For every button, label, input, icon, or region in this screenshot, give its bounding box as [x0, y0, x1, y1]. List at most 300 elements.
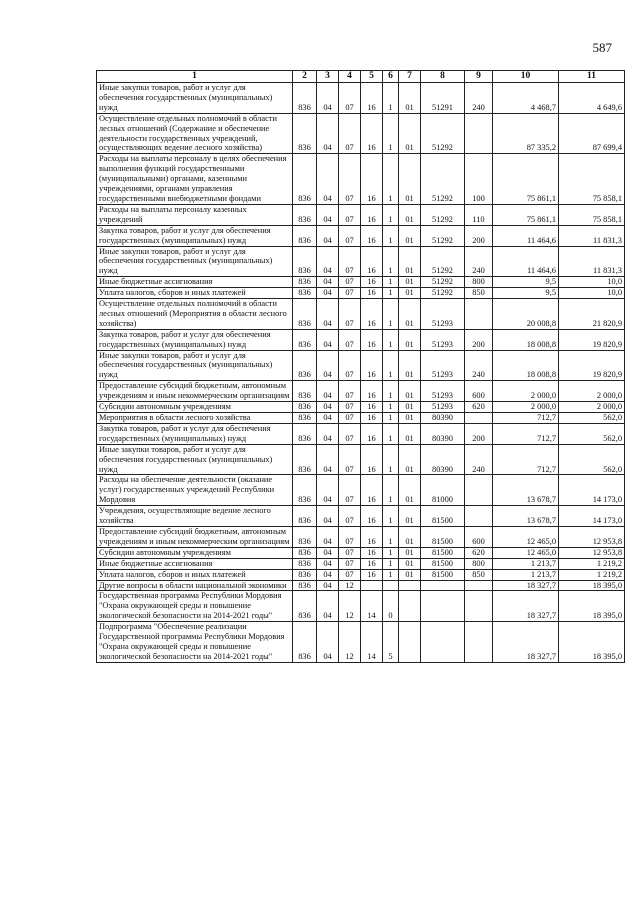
expense-type-cell [465, 413, 493, 424]
item-name-cell: Уплата налогов, сборов и иных платежей [97, 569, 293, 580]
column-header: 8 [421, 71, 465, 83]
amount-year2-cell: 87 699,4 [559, 113, 625, 154]
subprogram-cell: 0 [383, 591, 399, 622]
subsection-cell: 07 [339, 329, 361, 350]
subprogram-cell: 1 [383, 569, 399, 580]
subprogram-cell: 1 [383, 547, 399, 558]
program-cell: 16 [361, 381, 383, 402]
subsection-cell: 07 [339, 444, 361, 475]
amount-year1-cell: 1 213,7 [493, 569, 559, 580]
amount-year1-cell: 12 465,0 [493, 526, 559, 547]
expense-type-cell [465, 506, 493, 527]
table-row [97, 288, 625, 299]
activity-cell: 01 [399, 154, 421, 205]
ministry-code-cell: 836 [293, 83, 317, 114]
table-row [97, 580, 625, 591]
activity-cell: 01 [399, 413, 421, 424]
subsection-cell: 12 [339, 622, 361, 663]
program-cell: 16 [361, 246, 383, 277]
program-cell: 16 [361, 423, 383, 444]
activity-cell [399, 580, 421, 591]
expense-type-cell: 600 [465, 526, 493, 547]
subsection-cell: 07 [339, 288, 361, 299]
amount-year2-cell: 14 173,0 [559, 506, 625, 527]
amount-year1-cell: 18 008,8 [493, 329, 559, 350]
subprogram-cell: 1 [383, 444, 399, 475]
program-cell: 16 [361, 225, 383, 246]
table-row [97, 526, 625, 547]
table-body [97, 83, 625, 663]
subsection-cell: 07 [339, 277, 361, 288]
direction-cell [421, 591, 465, 622]
activity-cell: 01 [399, 246, 421, 277]
table-row [97, 381, 625, 402]
section-cell: 04 [317, 558, 339, 569]
direction-cell: 81000 [421, 475, 465, 506]
amount-year2-cell: 75 858,1 [559, 204, 625, 225]
direction-cell: 51292 [421, 113, 465, 154]
subprogram-cell: 1 [383, 350, 399, 381]
table-row [97, 83, 625, 114]
column-header: 9 [465, 71, 493, 83]
subprogram-cell: 1 [383, 288, 399, 299]
page-number: 587 [592, 40, 612, 55]
subprogram-cell: 1 [383, 113, 399, 154]
item-name-cell: Подпрограмма "Обеспечение реализации Государственной программы Республики Мордовия "Охрана окружающей среды и повышение экологической безопасности на 2014-2021 годы" [97, 622, 293, 663]
activity-cell: 01 [399, 277, 421, 288]
column-header: 6 [383, 71, 399, 83]
activity-cell [399, 622, 421, 663]
ministry-code-cell: 836 [293, 475, 317, 506]
program-cell: 16 [361, 113, 383, 154]
item-name-cell: Иные закупки товаров, работ и услуг для обеспечения государственных (муниципальных) нужд [97, 83, 293, 114]
subsection-cell: 07 [339, 526, 361, 547]
section-cell: 04 [317, 154, 339, 205]
table-row [97, 350, 625, 381]
section-cell: 04 [317, 246, 339, 277]
amount-year2-cell: 562,0 [559, 413, 625, 424]
direction-cell: 51292 [421, 277, 465, 288]
amount-year1-cell: 712,7 [493, 413, 559, 424]
column-header: 7 [399, 71, 421, 83]
subsection-cell: 07 [339, 154, 361, 205]
program-cell: 16 [361, 526, 383, 547]
expense-type-cell: 800 [465, 277, 493, 288]
amount-year1-cell: 75 861,1 [493, 154, 559, 205]
activity-cell: 01 [399, 526, 421, 547]
program-cell: 16 [361, 506, 383, 527]
budget-table [96, 70, 625, 663]
table-row [97, 204, 625, 225]
amount-year2-cell: 18 395,0 [559, 580, 625, 591]
direction-cell: 51293 [421, 329, 465, 350]
program-cell: 16 [361, 402, 383, 413]
item-name-cell: Государственная программа Республики Мордовия "Охрана окружающей среды и повышение экологической безопасности на 2014-2021 годы" [97, 591, 293, 622]
amount-year2-cell: 19 820,9 [559, 350, 625, 381]
section-cell: 04 [317, 591, 339, 622]
amount-year2-cell: 2 000,0 [559, 381, 625, 402]
table-row [97, 154, 625, 205]
amount-year1-cell: 712,7 [493, 423, 559, 444]
direction-cell: 51293 [421, 381, 465, 402]
subprogram-cell: 1 [383, 329, 399, 350]
subsection-cell: 07 [339, 558, 361, 569]
amount-year1-cell: 9,5 [493, 288, 559, 299]
subprogram-cell: 1 [383, 402, 399, 413]
amount-year2-cell: 1 219,2 [559, 569, 625, 580]
subprogram-cell: 1 [383, 83, 399, 114]
item-name-cell: Предоставление субсидий бюджетным, автономным учреждениям и иным некоммерческим организациям [97, 526, 293, 547]
activity-cell: 01 [399, 225, 421, 246]
activity-cell: 01 [399, 288, 421, 299]
expense-type-cell: 100 [465, 154, 493, 205]
item-name-cell: Расходы на обеспечение деятельности (оказание услуг) государственных учреждений Республики Мордовия [97, 475, 293, 506]
direction-cell: 51293 [421, 350, 465, 381]
program-cell: 16 [361, 547, 383, 558]
program-cell: 16 [361, 444, 383, 475]
table-row [97, 329, 625, 350]
ministry-code-cell: 836 [293, 299, 317, 330]
expense-type-cell [465, 622, 493, 663]
section-cell: 04 [317, 506, 339, 527]
header-row [97, 71, 625, 83]
table-header [97, 71, 625, 83]
direction-cell: 81500 [421, 569, 465, 580]
table-row [97, 113, 625, 154]
ministry-code-cell: 836 [293, 413, 317, 424]
expense-type-cell: 850 [465, 569, 493, 580]
activity-cell: 01 [399, 547, 421, 558]
program-cell: 14 [361, 622, 383, 663]
expense-type-cell: 240 [465, 83, 493, 114]
direction-cell: 80390 [421, 413, 465, 424]
section-cell: 04 [317, 299, 339, 330]
subprogram-cell: 1 [383, 506, 399, 527]
subsection-cell: 07 [339, 402, 361, 413]
item-name-cell: Иные закупки товаров, работ и услуг для обеспечения государственных (муниципальных) нужд [97, 444, 293, 475]
amount-year2-cell: 21 820,9 [559, 299, 625, 330]
column-header: 4 [339, 71, 361, 83]
table-row [97, 246, 625, 277]
ministry-code-cell: 836 [293, 526, 317, 547]
subsection-cell: 07 [339, 547, 361, 558]
amount-year1-cell: 2 000,0 [493, 381, 559, 402]
amount-year1-cell: 18 327,7 [493, 622, 559, 663]
table-row [97, 506, 625, 527]
item-name-cell: Закупка товаров, работ и услуг для обеспечения государственных (муниципальных) нужд [97, 423, 293, 444]
table-row [97, 569, 625, 580]
activity-cell: 01 [399, 381, 421, 402]
expense-type-cell: 600 [465, 381, 493, 402]
amount-year1-cell: 87 335,2 [493, 113, 559, 154]
expense-type-cell: 620 [465, 402, 493, 413]
amount-year1-cell: 13 678,7 [493, 475, 559, 506]
direction-cell: 51292 [421, 288, 465, 299]
ministry-code-cell: 836 [293, 580, 317, 591]
program-cell: 16 [361, 83, 383, 114]
ministry-code-cell: 836 [293, 154, 317, 205]
item-name-cell: Мероприятия в области лесного хозяйства [97, 413, 293, 424]
section-cell: 04 [317, 288, 339, 299]
section-cell: 04 [317, 329, 339, 350]
column-header: 10 [493, 71, 559, 83]
ministry-code-cell: 836 [293, 381, 317, 402]
direction-cell: 51292 [421, 204, 465, 225]
section-cell: 04 [317, 204, 339, 225]
expense-type-cell [465, 113, 493, 154]
amount-year2-cell: 12 953,8 [559, 526, 625, 547]
program-cell: 16 [361, 299, 383, 330]
item-name-cell: Предоставление субсидий бюджетным, автономным учреждениям и иным некоммерческим организациям [97, 381, 293, 402]
subsection-cell: 07 [339, 413, 361, 424]
expense-type-cell [465, 475, 493, 506]
subprogram-cell: 1 [383, 475, 399, 506]
amount-year1-cell: 18 008,8 [493, 350, 559, 381]
direction-cell: 51292 [421, 154, 465, 205]
table-row [97, 277, 625, 288]
item-name-cell: Учреждения, осуществляющие ведение лесного хозяйства [97, 506, 293, 527]
subprogram-cell [383, 580, 399, 591]
subprogram-cell: 1 [383, 423, 399, 444]
expense-type-cell: 110 [465, 204, 493, 225]
table-row [97, 299, 625, 330]
subsection-cell: 07 [339, 204, 361, 225]
amount-year2-cell: 18 395,0 [559, 622, 625, 663]
section-cell: 04 [317, 381, 339, 402]
ministry-code-cell: 836 [293, 622, 317, 663]
activity-cell: 01 [399, 402, 421, 413]
amount-year2-cell: 562,0 [559, 423, 625, 444]
activity-cell: 01 [399, 113, 421, 154]
activity-cell: 01 [399, 569, 421, 580]
program-cell: 16 [361, 475, 383, 506]
item-name-cell: Расходы на выплаты персоналу казенных учреждений [97, 204, 293, 225]
activity-cell: 01 [399, 506, 421, 527]
item-name-cell: Иные закупки товаров, работ и услуг для обеспечения государственных (муниципальных) нужд [97, 246, 293, 277]
expense-type-cell: 200 [465, 225, 493, 246]
subprogram-cell: 1 [383, 299, 399, 330]
activity-cell: 01 [399, 204, 421, 225]
item-name-cell: Субсидии автономным учреждениям [97, 547, 293, 558]
table-row [97, 591, 625, 622]
subsection-cell: 07 [339, 423, 361, 444]
item-name-cell: Другие вопросы в области национальной экономики [97, 580, 293, 591]
ministry-code-cell: 836 [293, 204, 317, 225]
program-cell: 16 [361, 350, 383, 381]
column-header: 5 [361, 71, 383, 83]
amount-year1-cell: 4 468,7 [493, 83, 559, 114]
ministry-code-cell: 836 [293, 225, 317, 246]
activity-cell: 01 [399, 423, 421, 444]
ministry-code-cell: 836 [293, 288, 317, 299]
direction-cell [421, 580, 465, 591]
amount-year1-cell: 1 213,7 [493, 558, 559, 569]
activity-cell [399, 591, 421, 622]
amount-year1-cell: 75 861,1 [493, 204, 559, 225]
direction-cell: 81500 [421, 506, 465, 527]
item-name-cell: Иные бюджетные ассигнования [97, 558, 293, 569]
amount-year2-cell: 1 219,2 [559, 558, 625, 569]
subprogram-cell: 5 [383, 622, 399, 663]
ministry-code-cell: 836 [293, 444, 317, 475]
expense-type-cell [465, 299, 493, 330]
amount-year1-cell: 18 327,7 [493, 580, 559, 591]
expense-type-cell: 240 [465, 246, 493, 277]
table-row [97, 413, 625, 424]
ministry-code-cell: 836 [293, 423, 317, 444]
expense-type-cell: 620 [465, 547, 493, 558]
direction-cell: 51292 [421, 225, 465, 246]
amount-year1-cell: 9,5 [493, 277, 559, 288]
program-cell: 16 [361, 558, 383, 569]
subsection-cell: 07 [339, 350, 361, 381]
program-cell: 16 [361, 204, 383, 225]
expense-type-cell: 850 [465, 288, 493, 299]
section-cell: 04 [317, 423, 339, 444]
activity-cell: 01 [399, 350, 421, 381]
table-row [97, 475, 625, 506]
table-row [97, 622, 625, 663]
direction-cell [421, 622, 465, 663]
subprogram-cell: 1 [383, 526, 399, 547]
program-cell: 14 [361, 591, 383, 622]
amount-year2-cell: 12 953,8 [559, 547, 625, 558]
expense-type-cell: 240 [465, 350, 493, 381]
expense-type-cell [465, 591, 493, 622]
subsection-cell: 07 [339, 475, 361, 506]
activity-cell: 01 [399, 444, 421, 475]
amount-year2-cell: 18 395,0 [559, 591, 625, 622]
ministry-code-cell: 836 [293, 246, 317, 277]
subsection-cell: 12 [339, 591, 361, 622]
direction-cell: 51292 [421, 246, 465, 277]
subprogram-cell: 1 [383, 204, 399, 225]
section-cell: 04 [317, 622, 339, 663]
activity-cell: 01 [399, 299, 421, 330]
ministry-code-cell: 836 [293, 329, 317, 350]
ministry-code-cell: 836 [293, 558, 317, 569]
ministry-code-cell: 836 [293, 569, 317, 580]
table-row [97, 547, 625, 558]
subprogram-cell: 1 [383, 246, 399, 277]
section-cell: 04 [317, 277, 339, 288]
subsection-cell: 07 [339, 299, 361, 330]
program-cell: 16 [361, 329, 383, 350]
subsection-cell: 07 [339, 113, 361, 154]
amount-year2-cell: 75 858,1 [559, 154, 625, 205]
section-cell: 04 [317, 580, 339, 591]
section-cell: 04 [317, 350, 339, 381]
program-cell: 16 [361, 277, 383, 288]
amount-year1-cell: 712,7 [493, 444, 559, 475]
amount-year2-cell: 10,0 [559, 288, 625, 299]
amount-year2-cell: 11 831,3 [559, 225, 625, 246]
ministry-code-cell: 836 [293, 402, 317, 413]
item-name-cell: Иные закупки товаров, работ и услуг для обеспечения государственных (муниципальных) нужд [97, 350, 293, 381]
direction-cell: 81500 [421, 558, 465, 569]
amount-year2-cell: 14 173,0 [559, 475, 625, 506]
table-row [97, 225, 625, 246]
item-name-cell: Закупка товаров, работ и услуг для обеспечения государственных (муниципальных) нужд [97, 225, 293, 246]
item-name-cell: Иные бюджетные ассигнования [97, 277, 293, 288]
column-header: 1 [97, 71, 293, 83]
column-header: 3 [317, 71, 339, 83]
amount-year1-cell: 20 008,8 [493, 299, 559, 330]
item-name-cell: Расходы на выплаты персоналу в целях обеспечения выполнения функций государственными (муниципальными) органами, казенными учреждениями, органами управления государственными внебюджетными фондами [97, 154, 293, 205]
subsection-cell: 07 [339, 225, 361, 246]
subsection-cell: 07 [339, 506, 361, 527]
activity-cell: 01 [399, 558, 421, 569]
program-cell: 16 [361, 413, 383, 424]
direction-cell: 80390 [421, 444, 465, 475]
direction-cell: 81500 [421, 526, 465, 547]
amount-year2-cell: 11 831,3 [559, 246, 625, 277]
amount-year1-cell: 11 464,6 [493, 246, 559, 277]
subprogram-cell: 1 [383, 225, 399, 246]
section-cell: 04 [317, 225, 339, 246]
table-row [97, 402, 625, 413]
amount-year2-cell: 10,0 [559, 277, 625, 288]
section-cell: 04 [317, 569, 339, 580]
item-name-cell: Закупка товаров, работ и услуг для обеспечения государственных (муниципальных) нужд [97, 329, 293, 350]
amount-year1-cell: 2 000,0 [493, 402, 559, 413]
subsection-cell: 07 [339, 381, 361, 402]
item-name-cell: Осуществление отдельных полномочий в области лесных отношений (Мероприятия в области лесного хозяйства) [97, 299, 293, 330]
direction-cell: 80390 [421, 423, 465, 444]
table-row [97, 558, 625, 569]
program-cell: 16 [361, 154, 383, 205]
expense-type-cell: 800 [465, 558, 493, 569]
direction-cell: 51293 [421, 402, 465, 413]
column-header: 2 [293, 71, 317, 83]
section-cell: 04 [317, 547, 339, 558]
program-cell: 16 [361, 569, 383, 580]
subsection-cell: 12 [339, 580, 361, 591]
activity-cell: 01 [399, 475, 421, 506]
subprogram-cell: 1 [383, 277, 399, 288]
amount-year2-cell: 562,0 [559, 444, 625, 475]
subprogram-cell: 1 [383, 381, 399, 402]
activity-cell: 01 [399, 83, 421, 114]
ministry-code-cell: 836 [293, 113, 317, 154]
item-name-cell: Субсидии автономным учреждениям [97, 402, 293, 413]
item-name-cell: Осуществление отдельных полномочий в области лесных отношений (Содержание и обеспечение деятельности государственных учреждений, осуществляющих ведение лесного хозяйства) [97, 113, 293, 154]
amount-year2-cell: 4 649,6 [559, 83, 625, 114]
subprogram-cell: 1 [383, 154, 399, 205]
section-cell: 04 [317, 83, 339, 114]
ministry-code-cell: 836 [293, 350, 317, 381]
ministry-code-cell: 836 [293, 547, 317, 558]
expense-type-cell [465, 580, 493, 591]
expense-type-cell: 200 [465, 423, 493, 444]
ministry-code-cell: 836 [293, 277, 317, 288]
ministry-code-cell: 836 [293, 591, 317, 622]
section-cell: 04 [317, 113, 339, 154]
ministry-code-cell: 836 [293, 506, 317, 527]
section-cell: 04 [317, 444, 339, 475]
expense-type-cell: 200 [465, 329, 493, 350]
item-name-cell: Уплата налогов, сборов и иных платежей [97, 288, 293, 299]
section-cell: 04 [317, 526, 339, 547]
program-cell [361, 580, 383, 591]
direction-cell: 81500 [421, 547, 465, 558]
subprogram-cell: 1 [383, 558, 399, 569]
direction-cell: 51291 [421, 83, 465, 114]
activity-cell: 01 [399, 329, 421, 350]
table-row [97, 444, 625, 475]
direction-cell: 51293 [421, 299, 465, 330]
expense-type-cell: 240 [465, 444, 493, 475]
